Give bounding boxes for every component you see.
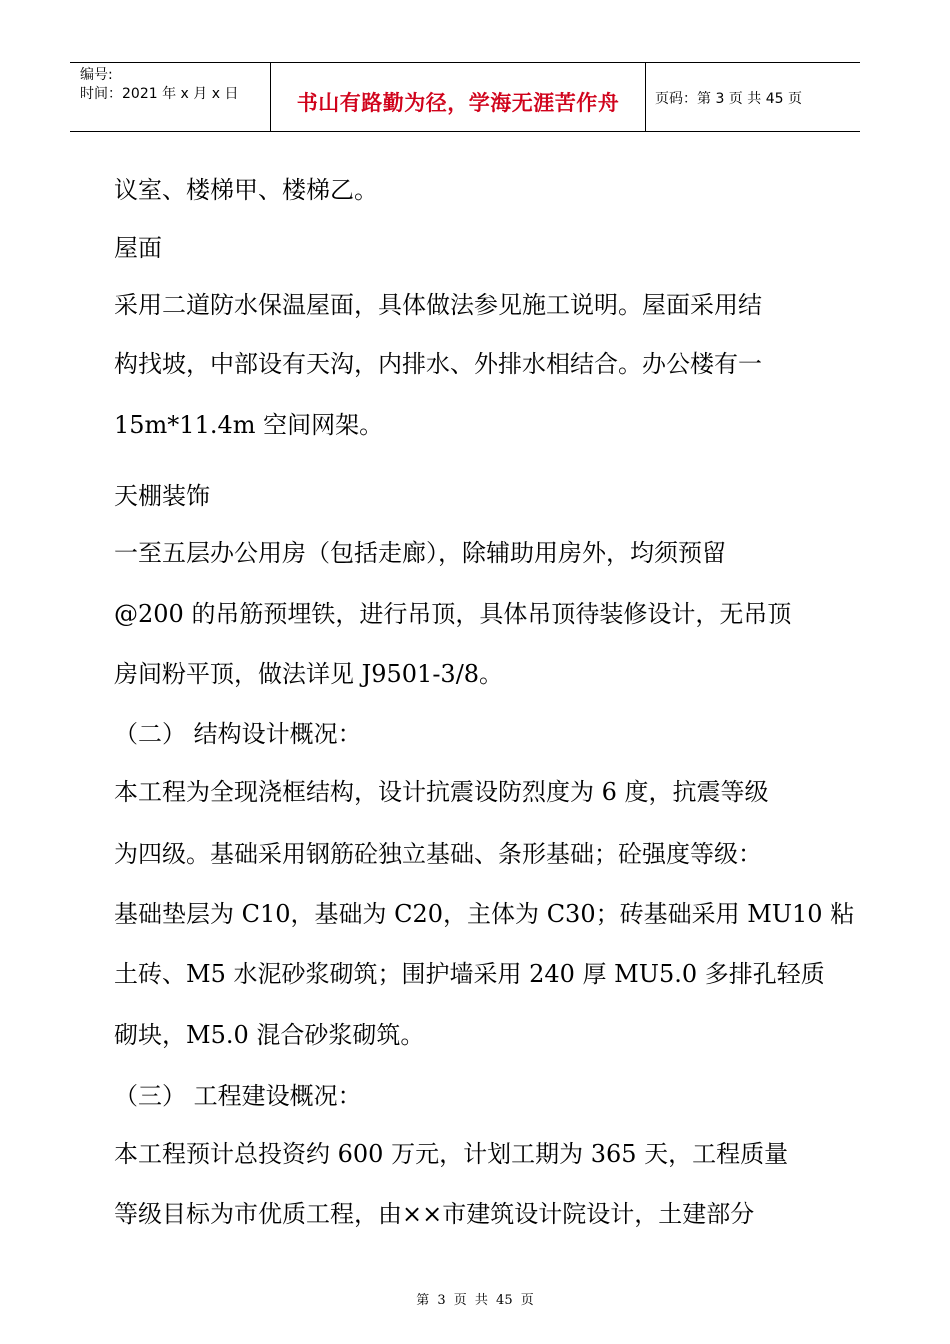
body-line: 为四级。基础采用钢筋砼独立基础、条形基础；砼强度等级： — [114, 840, 762, 868]
page-header — [70, 62, 860, 132]
body-line: 本工程为全现浇框结构，设计抗震设防烈度为 6 度，抗震等级 — [114, 778, 769, 806]
body-line: 等级目标为市优质工程，由××市建筑设计院设计，土建部分 — [114, 1200, 755, 1228]
section-heading-roof: 屋面 — [114, 234, 162, 262]
body-line: 砌块，M5.0 混合砂浆砌筑。 — [114, 1021, 425, 1049]
body-line: 基础垫层为 C10，基础为 C20，主体为 C30；砖基础采用 MU10 粘 — [114, 900, 855, 928]
body-line: @200 的吊筋预埋铁，进行吊顶，具体吊顶待装修设计，无吊顶 — [114, 600, 792, 628]
body-line: 15m*11.4m 空间网架。 — [114, 411, 384, 439]
body-line: 采用二道防水保温屋面，具体做法参见施工说明。屋面采用结 — [114, 291, 762, 319]
header-page-number: 页码：第 3 页 共 45 页 — [655, 91, 802, 107]
body-line: 房间粉平顶，做法详见 J9501-3/8。 — [114, 660, 504, 688]
header-motto-cell — [270, 63, 646, 131]
serial-number-label: 编号: — [80, 67, 113, 83]
header-right-cell — [645, 63, 860, 131]
body-line: 一至五层办公用房（包括走廊），除辅助用房外，均须预留 — [114, 539, 726, 567]
header-motto: 书山有路勤为径，学海无涯苦作舟 — [296, 91, 620, 115]
section-heading-structure: （二） 结构设计概况： — [114, 720, 362, 748]
date-label: 时间：2021 年 x 月 x 日 — [80, 86, 239, 102]
section-heading-ceiling: 天棚装饰 — [114, 482, 210, 510]
body-line: 土砖、M5 水泥砂浆砌筑；围护墙采用 240 厚 MU5.0 多排孔轻质 — [114, 960, 825, 988]
section-heading-construction: （三） 工程建设概况： — [114, 1082, 362, 1110]
body-line: 本工程预计总投资约 600 万元，计划工期为 365 天，工程质量 — [114, 1140, 789, 1168]
page-footer: 第 3 页 共 45 页 — [416, 1293, 534, 1308]
header-left-cell — [70, 63, 270, 131]
body-line: 议室、楼梯甲、楼梯乙。 — [114, 176, 378, 204]
body-line: 构找坡，中部设有天沟，内排水、外排水相结合。办公楼有一 — [114, 350, 762, 378]
